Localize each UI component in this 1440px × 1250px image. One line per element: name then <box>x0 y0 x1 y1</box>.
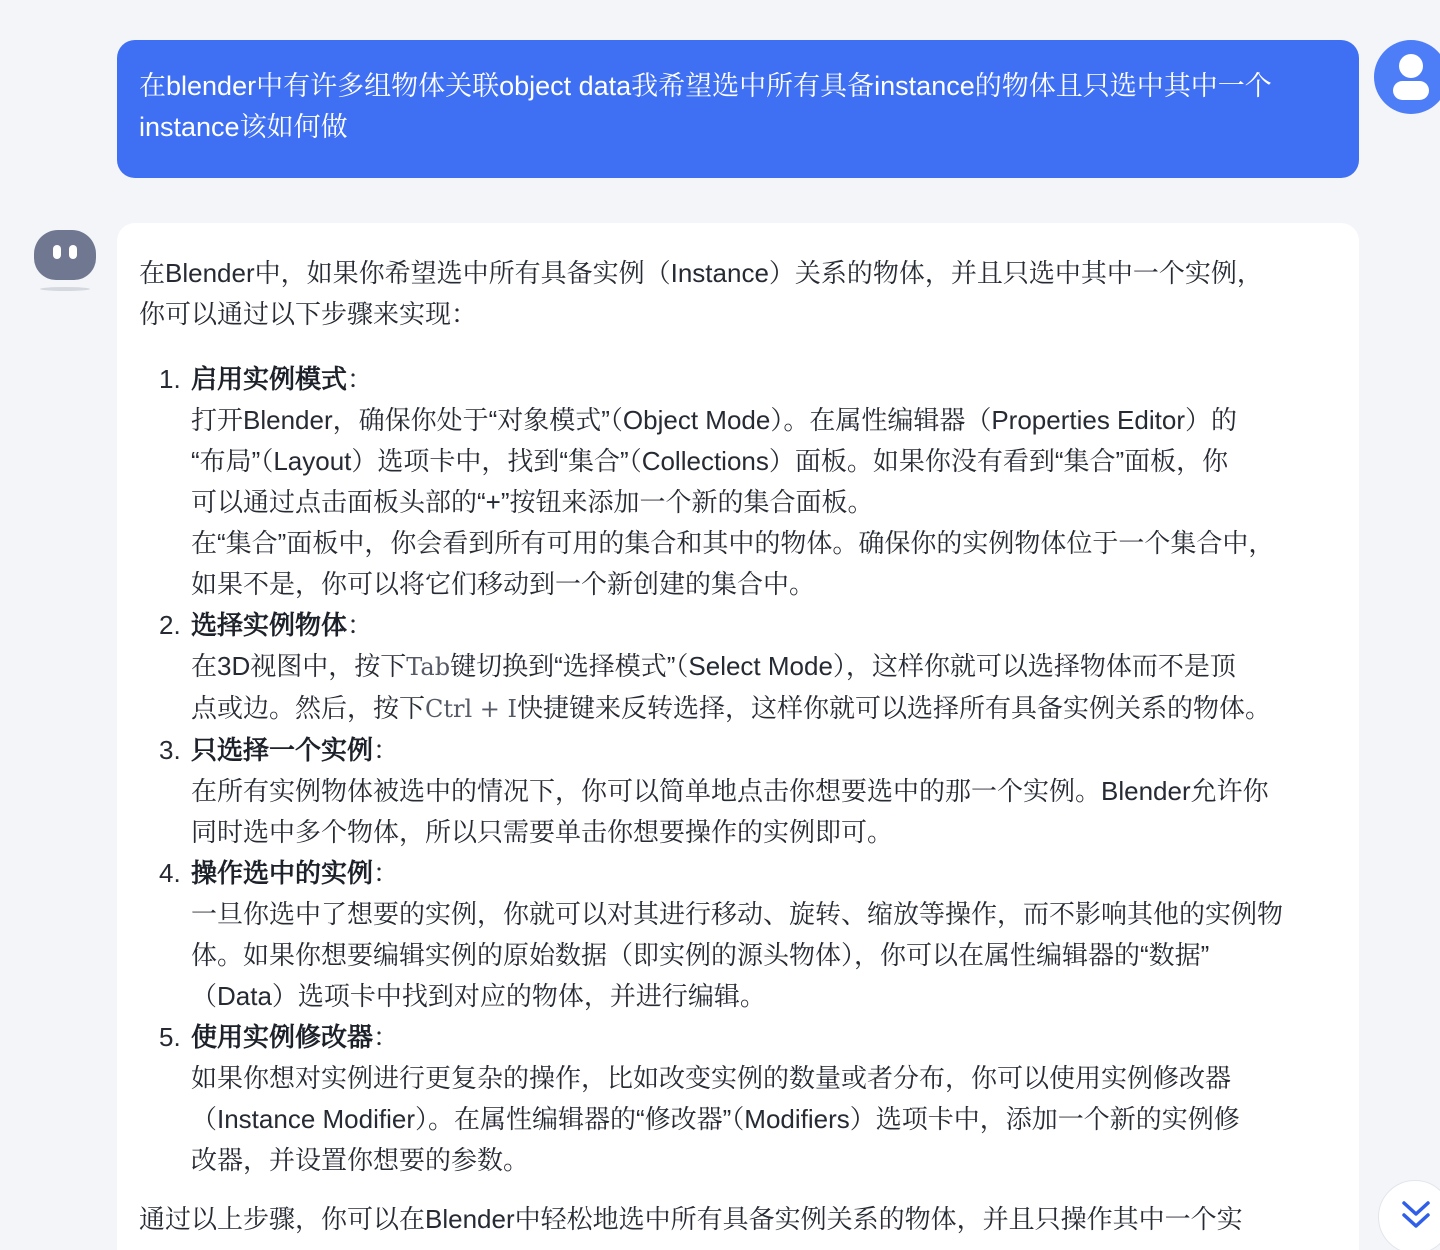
double-chevron-down-icon <box>1401 1199 1431 1231</box>
step-body <box>191 400 1337 605</box>
user-avatar-icon[interactable] <box>1374 40 1440 114</box>
step-line: 如果不是，你可以将它们移动到一个新创建的集合中。 <box>191 569 816 599</box>
assistant-avatar-shadow <box>40 287 90 291</box>
step-title: 启用实例模式 <box>191 364 348 394</box>
step-number: 4. <box>159 858 181 888</box>
step-colon: ： <box>373 735 400 765</box>
step-line: 一旦你选中了想要的实例，你就可以对其进行移动、旋转、缩放等操作，而不影响其他的实例物 <box>191 899 1284 929</box>
step-line: （Instance Modifier）。在属性编辑器的“修改器”（Modifiers）选项卡中，添加一个新的实例修 <box>191 1104 1240 1134</box>
step-line: 打开Blender，确保你处于“对象模式”（Object Mode）。在属性编辑器（Properties Editor）的 <box>191 405 1237 435</box>
step-line: 改器，并设置你想要的参数。 <box>191 1145 530 1175</box>
step-title: 操作选中的实例 <box>191 858 374 888</box>
step-title: 只选择一个实例 <box>191 735 374 765</box>
step-line: 体。如果你想要编辑实例的原始数据（即实例的源头物体），你可以在属性编辑器的“数据” <box>191 940 1210 970</box>
assistant-conclusion: 通过以上步骤，你可以在Blender中轻松地选中所有具备实例关系的物体，并且只操作其中一个实 <box>139 1204 1243 1234</box>
step-line: 在“集合”面板中，你会看到所有可用的集合和其中的物体。确保你的实例物体位于一个集合中， <box>191 528 1275 558</box>
step-line: （Data）选项卡中找到对应的物体，并进行编辑。 <box>191 981 766 1011</box>
user-message-bubble <box>117 40 1359 178</box>
user-message-line: 在blender中有许多组物体关联object data我希望选中所有具备instance的物体且只选中其中一个 <box>139 71 1272 101</box>
assistant-avatar-icon <box>34 230 96 280</box>
step-item <box>139 605 1337 730</box>
step-item <box>139 1017 1337 1181</box>
assistant-message-bubble <box>117 223 1359 1250</box>
step-item <box>139 853 1337 1017</box>
step-item <box>139 730 1337 853</box>
step-body <box>191 771 1337 853</box>
step-item <box>139 359 1337 605</box>
step-number: 2. <box>159 610 181 640</box>
step-line: 同时选中多个物体，所以只需要单击你想要操作的实例即可。 <box>191 817 894 847</box>
step-title: 选择实例物体 <box>191 610 348 640</box>
assistant-intro <box>139 253 1337 335</box>
steps-list <box>139 359 1337 1181</box>
intro-line: 在Blender中，如果你希望选中所有具备实例（Instance）关系的物体，并且只选中其中一个实例， <box>139 258 1263 288</box>
step-line: 在所有实例物体被选中的情况下，你可以简单地点击你想要选中的那一个实例。Blender允许你 <box>191 776 1269 806</box>
step-line: 在3D视图中，按下Tab键切换到“选择模式”（Select Mode），这样你就可以选择物体而不是顶 <box>191 651 1236 681</box>
intro-line: 你可以通过以下步骤来实现： <box>139 299 478 329</box>
step-body <box>191 1058 1337 1181</box>
step-colon: ： <box>347 610 374 640</box>
user-message-line: instance该如何做 <box>139 112 348 142</box>
step-line: 如果你想对实例进行更复杂的操作，比如改变实例的数量或者分布，你可以使用实例修改器 <box>191 1063 1232 1093</box>
step-line: 可以通过点击面板头部的“+”按钮来添加一个新的集合面板。 <box>191 487 874 517</box>
step-title: 使用实例修改器 <box>191 1022 374 1052</box>
step-line: 点或边。然后，按下Ctrl + I快捷键来反转选择，这样你就可以选择所有具备实例关系的物体。 <box>191 693 1272 723</box>
step-colon: ： <box>347 364 374 394</box>
step-line: “布局”（Layout）选项卡中，找到“集合”（Collections）面板。如果你没有看到“集合”面板，你 <box>191 446 1229 476</box>
step-body <box>191 646 1337 730</box>
step-number: 3. <box>159 735 181 765</box>
step-number: 5. <box>159 1022 181 1052</box>
inline-code: Ctrl + I <box>425 695 518 723</box>
scroll-to-bottom-button[interactable] <box>1378 1180 1440 1250</box>
step-number: 1. <box>159 364 181 394</box>
step-body <box>191 894 1337 1017</box>
step-colon: ： <box>373 858 400 888</box>
inline-code: Tab <box>406 653 451 681</box>
step-colon: ： <box>373 1022 400 1052</box>
